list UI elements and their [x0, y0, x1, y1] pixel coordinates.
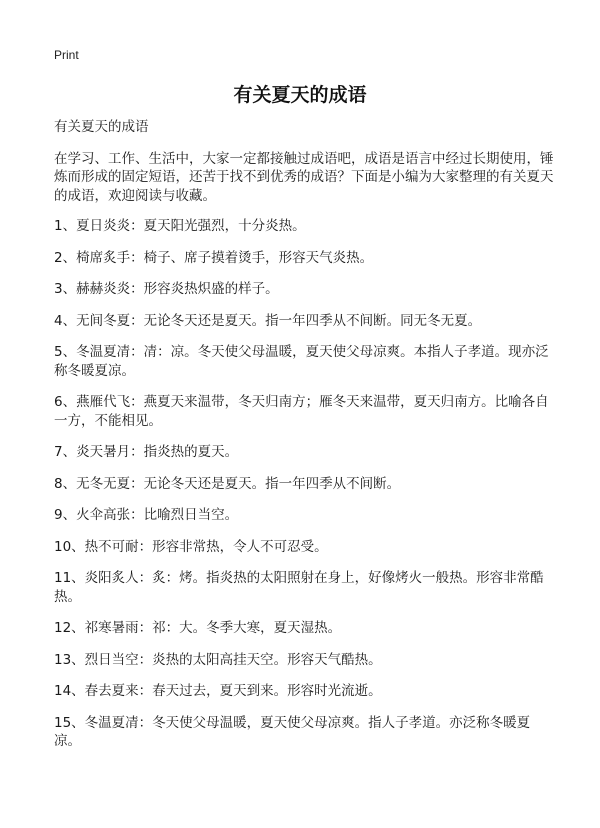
idiom-item: 2、椅席炙手：椅子、席子摸着烫手，形容天气炎热。 — [54, 249, 374, 266]
idiom-item: 15、冬温夏凊：冬天使父母温暖，夏天使父母凉爽。指人子孝道。亦泛称冬暖夏凉。 — [54, 714, 531, 749]
idiom-item: 6、燕雁代飞：燕夏天来温带，冬天归南方；雁冬天来温带，夏天归南方。比喻各自一方，不能相见。 — [54, 394, 549, 429]
idiom-item: 8、无冬无夏：无论冬天还是夏天。指一年四季从不间断。 — [54, 475, 401, 492]
idiom-item: 13、烈日当空：炎热的太阳高挂天空。形容天气酷热。 — [54, 651, 382, 668]
intro-paragraph: 在学习、工作、生活中，大家一定都接触过成语吧，成语是语言中经过长期使用，锤炼而形成的固定短语，还苦于找不到优秀的成语？下面是小编为大家整理的有关夏天的成语，欢迎阅读与收藏。 — [54, 150, 554, 204]
print-link[interactable]: Print — [54, 48, 79, 62]
idiom-list — [54, 217, 554, 751]
idiom-item: 9、火伞高张：比喻烈日当空。 — [54, 507, 239, 523]
idiom-item: 7、炎天暑月：指炎热的夏天。 — [54, 444, 239, 460]
article-body — [54, 118, 554, 764]
idiom-item: 1、夏日炎炎：夏天阳光强烈，十分炎热。 — [54, 218, 306, 234]
article-subtitle: 有关夏天的成语 — [54, 119, 149, 135]
idiom-item: 3、赫赫炎炎：形容炎热炽盛的样子。 — [54, 281, 279, 297]
idiom-item: 11、炎阳炙人：炙：烤。指炎热的太阳照射在身上，好像烤火一般热。形容非常酷热。 — [54, 570, 544, 605]
page-title: 有关夏天的成语 — [233, 84, 367, 106]
idiom-item: 5、冬温夏凊：凊：凉。冬天使父母温暖，夏天使父母凉爽。本指人子孝道。现亦泛称冬暖夏凉。 — [54, 344, 549, 379]
idiom-item: 14、春去夏来：春天过去，夏天到来。形容时光流逝。 — [54, 683, 382, 699]
idiom-item: 4、无间冬夏：无论冬天还是夏天。指一年四季从不间断。同无冬无夏。 — [54, 312, 482, 329]
idiom-item: 10、热不可耐：形容非常热，令人不可忍受。 — [54, 538, 328, 555]
idiom-item: 12、祁寒暑雨：祁：大。冬季大寒，夏天湿热。 — [54, 620, 342, 636]
